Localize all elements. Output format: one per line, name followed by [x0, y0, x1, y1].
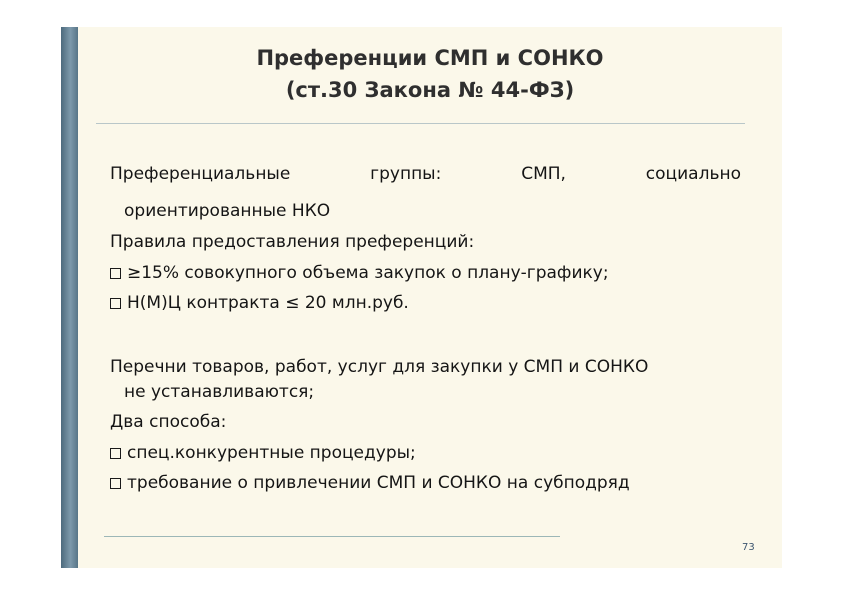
rule-item-2: [110, 292, 409, 314]
lists-line-1: Перечни товаров, работ, услуг для закупки у СМП и СОНКО: [110, 357, 649, 377]
page-number: 73: [742, 542, 755, 553]
way-item-1: [110, 442, 416, 464]
groups-word-2: группы:: [370, 164, 442, 184]
groups-continuation: ориентированные НКО: [124, 201, 331, 221]
rule-item-2-text: Н(М)Ц контракта ≤ 20 млн.руб.: [127, 293, 409, 313]
way-item-2-text: требование о привлечении СМП и СОНКО на субподряд: [127, 473, 630, 493]
title-divider: [96, 123, 745, 124]
groups-word-3: СМП,: [521, 164, 566, 184]
slide-title: Преференции СМП и СОНКО: [256, 46, 604, 70]
groups-line: [110, 163, 741, 185]
ways-heading: Два способа:: [110, 412, 227, 432]
lists-line-2: не устанавливаются;: [124, 382, 315, 402]
slide-subtitle: (ст.30 Закона № 44-ФЗ): [285, 78, 575, 102]
slide-accent-bar: [61, 27, 78, 568]
rule-item-1: [110, 262, 609, 284]
groups-word-4: социально: [645, 164, 741, 184]
rules-heading: Правила предоставления преференций:: [110, 232, 475, 252]
checkbox-bullet-icon: [110, 298, 121, 309]
groups-word-1: Преференциальные: [110, 164, 291, 184]
checkbox-bullet-icon: [110, 478, 121, 489]
way-item-2: [110, 472, 630, 494]
way-item-1-text: спец.конкурентные процедуры;: [127, 443, 416, 463]
footer-divider: [104, 536, 560, 537]
rule-item-1-text: ≥15% совокупного объема закупок о плану-графику;: [127, 263, 609, 283]
checkbox-bullet-icon: [110, 268, 121, 279]
checkbox-bullet-icon: [110, 448, 121, 459]
